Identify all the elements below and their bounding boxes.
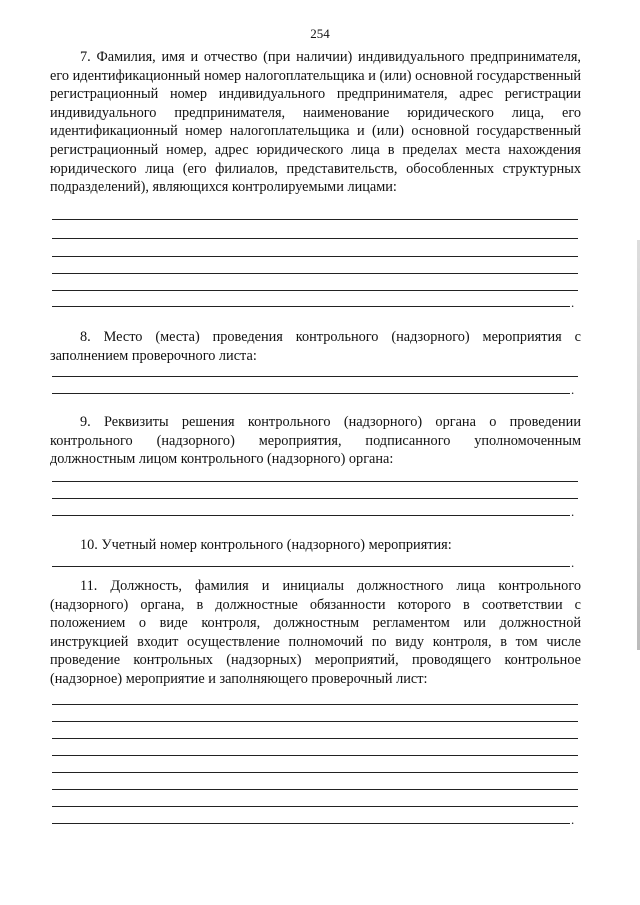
line-end-mark: . — [571, 382, 575, 397]
fill-line[interactable] — [52, 823, 570, 824]
fill-line[interactable] — [52, 238, 578, 239]
fill-line[interactable] — [52, 273, 578, 274]
section-7-text: 7. Фамилия, имя и отчество (при наличии) индивидуального предпринимателя, его идентификационный номер налогоплательщика и (или) основной государственный регистрационный номер индивидуального предпринимателя, адрес регистрации индивидуального предпринимателя, наименование юридического лица, его идентификационный номер налогоплательщика и (или) основной государственный регистрационный номер, адрес юридического лица в пределах места нахождения юридического лица (его филиалов, представительств, обособленных структурных подразделений), являющихся контролируемыми лицами: — [50, 49, 581, 196]
line-end-mark: . — [571, 504, 575, 519]
fill-line[interactable] — [52, 393, 570, 394]
fill-line[interactable] — [52, 704, 578, 705]
fill-line[interactable] — [52, 219, 578, 220]
fill-line[interactable] — [52, 515, 570, 516]
fill-line[interactable] — [52, 376, 578, 377]
fill-line[interactable] — [52, 755, 578, 756]
fill-line[interactable] — [52, 481, 578, 482]
fill-line[interactable] — [52, 566, 570, 567]
page-number: 254 — [310, 26, 330, 41]
fill-line[interactable] — [52, 772, 578, 773]
section-11-text: 11. Должность, фамилия и инициалы должностного лица контрольного (надзорного) органа, в должностные обязанности которого в соответствии с положением о виде контроля, должностным регламентом или должностной инструкцией входит осуществление полномочий по виду контроля, в том числе проведение контрольных (надзорных) мероприятий, проводящего контрольное (надзорное) мероприятие и заполняющего проверочный лист: — [50, 578, 581, 687]
fill-line[interactable] — [52, 498, 578, 499]
section-8-text: 8. Место (места) проведения контрольного (надзорного) мероприятия с заполнением проверочного листа: — [50, 329, 581, 364]
line-end-mark: . — [571, 812, 575, 827]
line-end-mark: . — [571, 555, 575, 570]
line-end-mark: . — [571, 295, 575, 310]
fill-line[interactable] — [52, 806, 578, 807]
fill-line[interactable] — [52, 306, 570, 307]
fill-line[interactable] — [52, 789, 578, 790]
fill-line[interactable] — [52, 290, 578, 291]
fill-line[interactable] — [52, 738, 578, 739]
section-10-text: 10. Учетный номер контрольного (надзорного) мероприятия: — [80, 537, 452, 553]
section-9-text: 9. Реквизиты решения контрольного (надзорного) органа о проведении контрольного (надзорного) мероприятия, подписанного уполномоченным должностным лицом контрольного (надзорного) органа: — [50, 414, 581, 468]
fill-line[interactable] — [52, 256, 578, 257]
fill-line[interactable] — [52, 721, 578, 722]
